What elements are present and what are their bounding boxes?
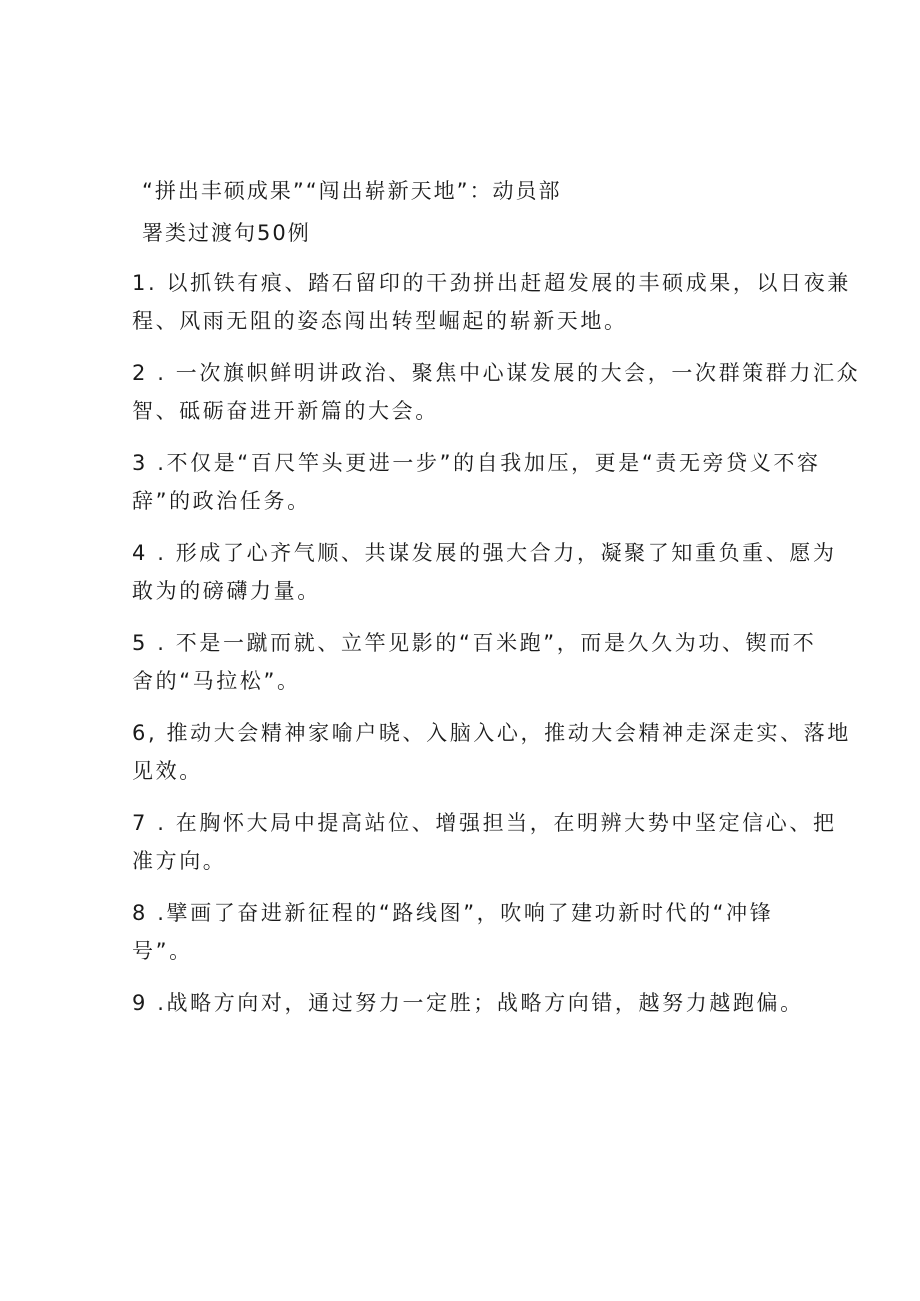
list-item-line: 号”。	[132, 939, 193, 963]
list-item-line: 2 . 一次旗帜鲜明讲政治、聚焦中心谋发展的大会，一次群策群力汇众	[132, 361, 861, 385]
list-item-line: 舍的“马拉松”。	[132, 669, 301, 693]
title-line: “拼出丰硕成果”“闯出崭新天地”：动员部	[142, 179, 562, 203]
title-line: 署类过渡句50例	[142, 221, 311, 245]
list-item-line: 9 .战略方向对，通过努力一定胜；战略方向错，越努力越跑偏。	[132, 991, 804, 1015]
list-item-line: 4 . 形成了心齐气顺、共谋发展的强大合力，凝聚了知重负重、愿为	[132, 541, 837, 565]
list-item-line: 敢为的磅礴力量。	[132, 579, 321, 603]
list-item	[132, 624, 817, 700]
list-item-line: 8 .擘画了奋进新征程的“路线图”，吹响了建功新时代的“冲锋	[132, 901, 774, 925]
list-item-line: 7 . 在胸怀大局中提高站位、增强担当，在明辨大势中坚定信心、把	[132, 811, 837, 835]
list-item-line: 6, 推动大会精神家喻户晓、入脑入心，推动大会精神走深走实、落地	[132, 721, 851, 745]
list-item	[132, 714, 851, 790]
list-item	[132, 534, 837, 610]
list-item-line: 3 .不仅是“百尺竿头更进一步”的自我加压，更是“责无旁贷义不容	[132, 451, 821, 475]
list-item	[132, 264, 851, 340]
document-title	[142, 170, 782, 254]
list-item	[132, 984, 812, 1022]
transition-sentence-list	[132, 264, 861, 1036]
list-item-line: 辞”的政治任务。	[132, 489, 311, 513]
list-item	[132, 894, 812, 970]
list-item-line: 1. 以抓铁有痕、踏石留印的干劲拼出赶超发展的丰硕成果，以日夜兼	[132, 271, 851, 295]
list-item	[132, 354, 861, 430]
list-item-line: 准方向。	[132, 849, 227, 873]
list-item-line: 5 . 不是一蹴而就、立竿见影的“百米跑”，而是久久为功、锲而不	[132, 631, 817, 655]
list-item-line: 程、风雨无阻的姿态闯出转型崛起的崭新天地。	[132, 309, 628, 333]
list-item-line: 见效。	[132, 759, 203, 783]
list-item-line: 智、砥砺奋进开新篇的大会。	[132, 399, 439, 423]
list-item	[132, 444, 821, 520]
list-item	[132, 804, 837, 880]
